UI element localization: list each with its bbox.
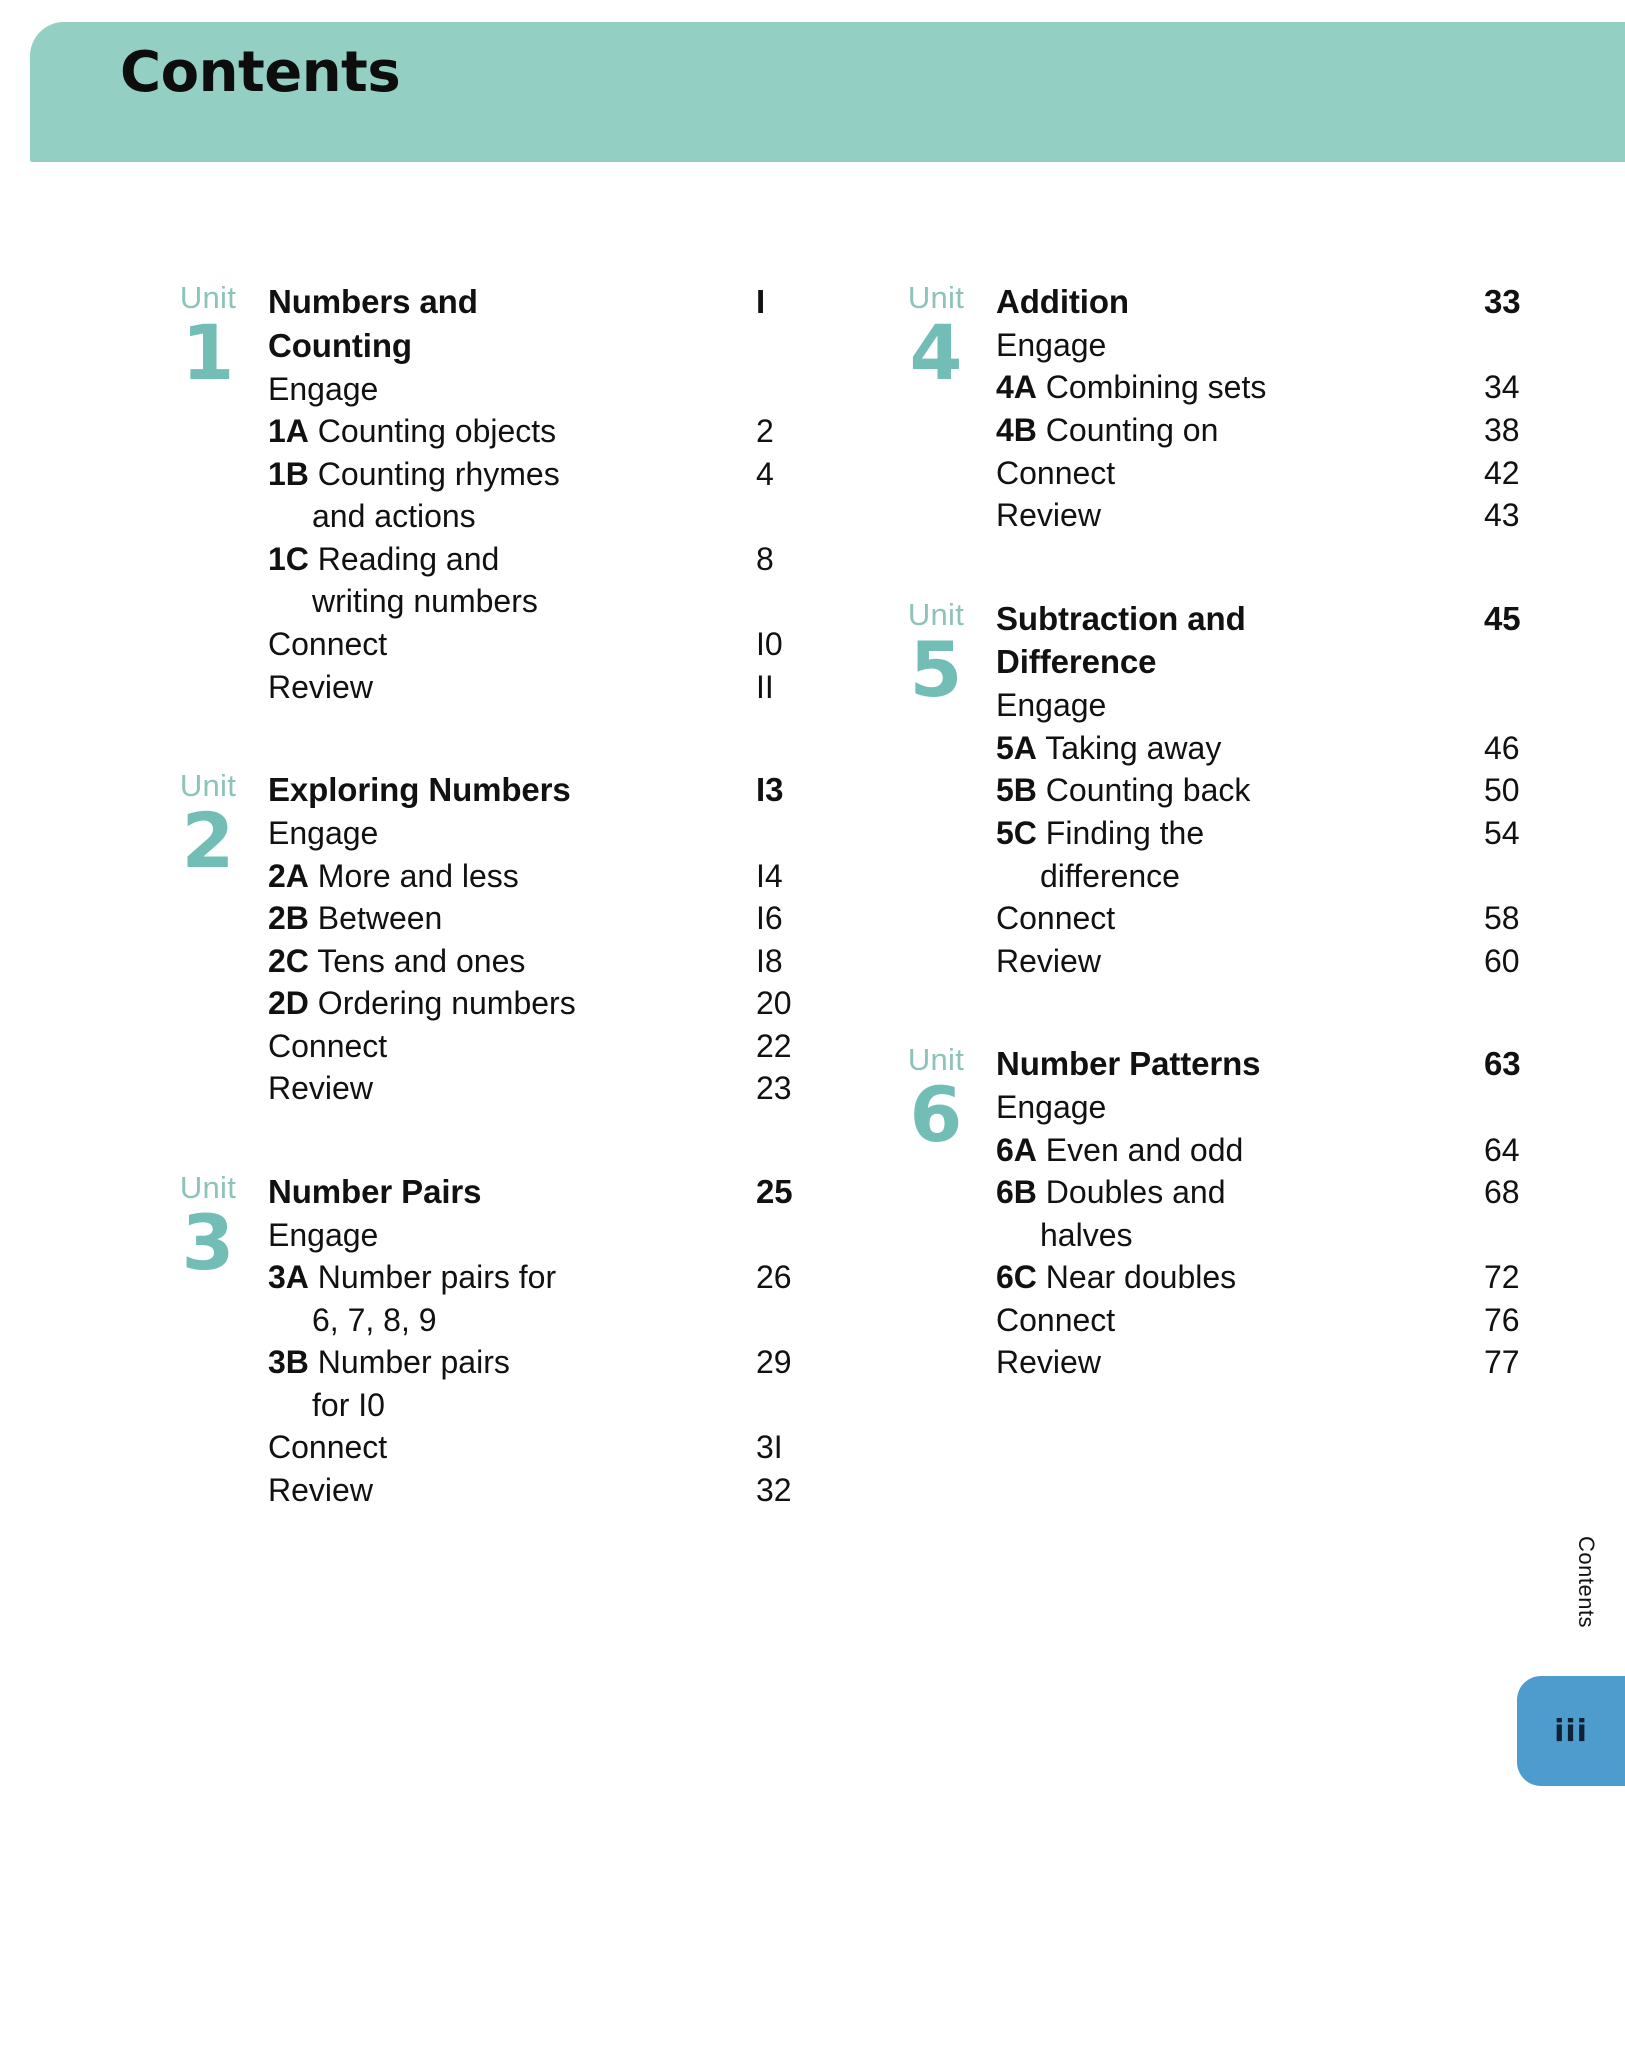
entry-label: for I0 [312, 1386, 385, 1423]
entry-label: Connect [996, 900, 1116, 937]
entry-row[interactable] [268, 538, 852, 581]
unit-entries [264, 280, 852, 708]
entry-row[interactable] [268, 1025, 852, 1068]
entry-row[interactable] [996, 1341, 1580, 1384]
entry-page-number: II [756, 668, 774, 705]
entry-row[interactable] [996, 409, 1580, 452]
entry-row[interactable] [996, 897, 1580, 940]
unit-entries [264, 1170, 852, 1512]
entry-text [268, 1025, 756, 1068]
unit-title: Number Patterns [996, 1045, 1261, 1083]
unit-title-row[interactable] [996, 597, 1580, 641]
entry-text [996, 769, 1484, 812]
unit-entries [992, 280, 1580, 537]
entry-text [996, 1299, 1484, 1342]
entry-label: Number pairs for [317, 1259, 557, 1296]
unit-title-row[interactable] [996, 1042, 1580, 1086]
entry-page-number: 68 [1484, 1174, 1520, 1211]
entry-page-number: 26 [756, 1259, 792, 1296]
unit-title: Exploring Numbers [268, 771, 571, 809]
entry-text [268, 855, 756, 898]
entry-row[interactable] [996, 494, 1580, 537]
unit-marker [152, 280, 264, 708]
side-running-head: Contents [1574, 1536, 1599, 1629]
unit-number: 6 [909, 1070, 963, 1160]
unit-block [152, 280, 852, 708]
unit-block [152, 1170, 852, 1512]
entry-row[interactable] [996, 366, 1580, 409]
entry-text [996, 812, 1484, 855]
entry-row[interactable] [268, 1341, 852, 1384]
unit-word-label: Unit [179, 280, 237, 315]
entry-row[interactable] [996, 684, 1580, 727]
entry-text [996, 684, 1484, 727]
entry-text [268, 982, 756, 1025]
entry-page-number: 43 [1484, 497, 1520, 534]
entry-row-continuation [268, 495, 852, 538]
entry-label: Review [996, 1344, 1101, 1381]
entry-page-number: I6 [756, 900, 783, 937]
entry-text [268, 1341, 756, 1384]
entry-row[interactable] [268, 812, 852, 855]
entry-page-number: 38 [1484, 411, 1520, 448]
page-number-label: iii [1554, 1713, 1588, 1749]
page-title: Contents [120, 40, 401, 105]
entry-page-number: 72 [1484, 1259, 1520, 1296]
entry-text [996, 452, 1484, 495]
entry-label: Connect [996, 1301, 1116, 1338]
entry-label: Review [268, 668, 373, 705]
entry-label: Combining sets [1045, 369, 1267, 406]
entry-row-continuation [268, 1384, 852, 1427]
entry-page-number: 8 [756, 540, 774, 577]
entry-text [996, 1086, 1484, 1129]
entry-text [996, 409, 1484, 452]
unit-word-label: Unit [179, 768, 237, 804]
entry-row[interactable] [996, 1129, 1580, 1172]
unit-title-page: 63 [1484, 1045, 1521, 1083]
entry-row-continuation [996, 855, 1580, 898]
entry-label: Counting rhymes [317, 455, 560, 492]
entry-code: 6B [996, 1174, 1037, 1211]
entry-text [996, 324, 1484, 367]
entry-code: 2C [268, 942, 309, 979]
entry-row[interactable] [996, 769, 1580, 812]
entry-row[interactable] [996, 1299, 1580, 1342]
entry-row[interactable] [268, 453, 852, 496]
entry-label: Engage [268, 370, 379, 407]
unit-block [152, 768, 852, 1110]
entry-page-number: 32 [756, 1471, 792, 1508]
entry-label: Review [996, 497, 1101, 534]
entry-label: Counting on [1045, 411, 1219, 448]
entry-text [996, 1214, 1484, 1257]
entry-row[interactable] [268, 368, 852, 411]
entry-label: Engage [268, 815, 379, 851]
entry-text [996, 1341, 1484, 1384]
entry-page-number: 4 [756, 455, 774, 492]
entry-label: Connect [268, 1027, 388, 1064]
entry-code: 4B [996, 411, 1037, 448]
entry-code: 1B [268, 455, 309, 492]
entry-code: 2A [268, 857, 309, 894]
unit-title-page: 45 [1484, 599, 1521, 637]
entry-label: Taking away [1045, 729, 1222, 766]
unit-title: Subtraction and [996, 599, 1246, 637]
entry-row[interactable] [996, 812, 1580, 855]
unit-number: 4 [909, 308, 963, 397]
unit-title: Number Pairs [268, 1172, 482, 1210]
entry-label: Review [996, 942, 1101, 979]
entry-text [268, 1384, 756, 1427]
entry-code: 3B [268, 1344, 309, 1381]
entry-label: difference [1040, 857, 1180, 894]
entry-code: 1C [268, 540, 309, 577]
entry-page-number: 64 [1484, 1131, 1520, 1168]
entry-label: Engage [996, 687, 1107, 724]
unit-title-row[interactable] [996, 280, 1580, 324]
entry-page-number: 77 [1484, 1344, 1520, 1381]
unit-entries [264, 768, 852, 1110]
entry-text [268, 580, 756, 623]
entry-text [268, 495, 756, 538]
unit-title: Addition [996, 283, 1129, 320]
entry-row[interactable] [996, 727, 1580, 770]
unit-number: 3 [181, 1197, 235, 1287]
unit-title: Numbers and [268, 283, 478, 320]
entry-label: Doubles and [1045, 1174, 1226, 1211]
unit-title-line2: Counting [268, 326, 412, 364]
entry-row[interactable] [268, 1256, 852, 1299]
entry-label: Engage [996, 1089, 1107, 1126]
unit-block [880, 280, 1580, 537]
entry-label: Near doubles [1045, 1259, 1237, 1296]
entry-page-number: 46 [1484, 729, 1520, 766]
entry-page-number: 76 [1484, 1301, 1520, 1338]
entry-row[interactable] [996, 452, 1580, 495]
entry-label: Counting objects [317, 413, 557, 450]
entry-label: Review [268, 1070, 373, 1107]
entry-label: Reading and [317, 540, 500, 577]
entry-row-continuation [268, 580, 852, 623]
entry-label: halves [1040, 1216, 1133, 1253]
entry-text [996, 1129, 1484, 1172]
entry-label: Connect [268, 1429, 388, 1466]
entry-page-number: 60 [1484, 942, 1520, 979]
entry-text [268, 1214, 756, 1257]
entry-label: Counting back [1045, 772, 1251, 809]
entry-page-number: 3I [756, 1429, 783, 1466]
entry-text [268, 666, 756, 709]
unit-number: 2 [181, 796, 235, 886]
entry-label: and actions [312, 498, 476, 535]
unit-word-label: Unit [907, 596, 965, 632]
entry-text [996, 494, 1484, 537]
unit-title-page: 25 [756, 1172, 793, 1210]
entry-text [268, 368, 756, 411]
entry-text [268, 1299, 756, 1342]
entry-code: 4A [996, 369, 1037, 406]
entry-page-number: I4 [756, 857, 783, 894]
entry-text [268, 623, 756, 666]
entry-page-number: 22 [756, 1027, 792, 1064]
entry-row[interactable] [268, 940, 852, 983]
entry-row[interactable] [268, 982, 852, 1025]
entry-label: Tens and ones [317, 942, 526, 979]
unit-word-label: Unit [907, 280, 965, 315]
entry-page-number: 20 [756, 985, 792, 1022]
entry-code: 6C [996, 1259, 1037, 1296]
contents-columns [0, 280, 1625, 1572]
entry-code: 2B [268, 900, 309, 937]
entry-text [268, 940, 756, 983]
entry-row[interactable] [268, 1469, 852, 1512]
entry-row[interactable] [996, 1256, 1580, 1299]
entry-code: 2D [268, 985, 309, 1022]
entry-text [996, 940, 1484, 983]
unit-title-page: I3 [756, 771, 784, 809]
entry-text [268, 1256, 756, 1299]
entry-text [268, 410, 756, 453]
entry-row[interactable] [268, 855, 852, 898]
entry-text [268, 897, 756, 940]
entry-label: Between [317, 900, 443, 937]
entry-row[interactable] [268, 1426, 852, 1469]
unit-block [880, 1042, 1580, 1384]
unit-block [880, 597, 1580, 983]
entry-page-number: I0 [756, 626, 783, 663]
entry-label: Review [268, 1471, 373, 1508]
unit-entries [992, 1042, 1580, 1384]
entry-row[interactable] [996, 940, 1580, 983]
contents-column-right [880, 280, 1580, 1572]
unit-title-page: 33 [1484, 283, 1521, 320]
unit-marker [152, 1170, 264, 1512]
entry-row[interactable] [996, 1086, 1580, 1129]
entry-label: More and less [317, 857, 519, 894]
unit-title-line2: Difference [996, 643, 1157, 681]
unit-title-row-line2[interactable] [268, 324, 852, 368]
entry-label: Finding the [1045, 815, 1205, 851]
entry-text [268, 1469, 756, 1512]
unit-number: 5 [909, 624, 963, 714]
entry-text [268, 1067, 756, 1110]
entry-row[interactable] [268, 623, 852, 666]
entry-row[interactable] [268, 666, 852, 709]
entry-row-continuation [268, 1299, 852, 1342]
entry-label: Connect [996, 454, 1116, 491]
entry-label: writing numbers [312, 583, 538, 620]
contents-column-left [152, 280, 852, 1572]
entry-text [268, 812, 756, 855]
entry-page-number: I8 [756, 942, 783, 979]
entry-label: Engage [996, 326, 1107, 363]
unit-marker [880, 1042, 992, 1384]
entry-code: 3A [268, 1259, 309, 1296]
entry-code: 1A [268, 413, 309, 450]
entry-row[interactable] [268, 410, 852, 453]
entry-text [996, 1171, 1484, 1214]
entry-text [268, 1426, 756, 1469]
unit-title-row[interactable] [268, 768, 852, 812]
unit-marker [880, 280, 992, 537]
entry-text [268, 538, 756, 581]
entry-label: Even and odd [1045, 1131, 1244, 1168]
unit-title-row[interactable] [268, 280, 852, 324]
entry-row[interactable] [268, 897, 852, 940]
entry-label: Number pairs [317, 1344, 510, 1381]
entry-text [996, 727, 1484, 770]
entry-code: 6A [996, 1131, 1037, 1168]
unit-number: 1 [181, 308, 235, 397]
entry-text [996, 1256, 1484, 1299]
entry-row[interactable] [996, 1171, 1580, 1214]
unit-word-label: Unit [179, 1169, 237, 1205]
unit-title-page: I [756, 283, 766, 320]
unit-title-row-line2[interactable] [996, 640, 1580, 684]
entry-row[interactable] [268, 1214, 852, 1257]
unit-title-row[interactable] [268, 1170, 852, 1214]
entry-label: Connect [268, 626, 388, 663]
entry-label: 6, 7, 8, 9 [312, 1301, 437, 1338]
entry-row[interactable] [268, 1067, 852, 1110]
entry-text [996, 855, 1484, 898]
entry-label: Ordering numbers [317, 985, 576, 1022]
entry-text [996, 366, 1484, 409]
entry-code: 5A [996, 729, 1037, 766]
entry-text [268, 453, 756, 496]
entry-code: 5B [996, 772, 1037, 809]
entry-page-number: 2 [756, 413, 774, 450]
entry-page-number: 23 [756, 1070, 792, 1107]
entry-page-number: 34 [1484, 369, 1520, 406]
unit-marker [880, 597, 992, 983]
entry-text [996, 897, 1484, 940]
entry-page-number: 54 [1484, 815, 1520, 851]
entry-page-number: 29 [756, 1344, 792, 1381]
entry-page-number: 50 [1484, 772, 1520, 809]
entry-row[interactable] [996, 324, 1580, 367]
unit-word-label: Unit [907, 1042, 965, 1078]
entry-code: 5C [996, 815, 1037, 851]
unit-marker [152, 768, 264, 1110]
unit-entries [992, 597, 1580, 983]
page-number-tab [1517, 1676, 1625, 1786]
entry-page-number: 58 [1484, 900, 1520, 937]
entry-row-continuation [996, 1214, 1580, 1257]
entry-page-number: 42 [1484, 454, 1520, 491]
entry-label: Engage [268, 1216, 379, 1253]
